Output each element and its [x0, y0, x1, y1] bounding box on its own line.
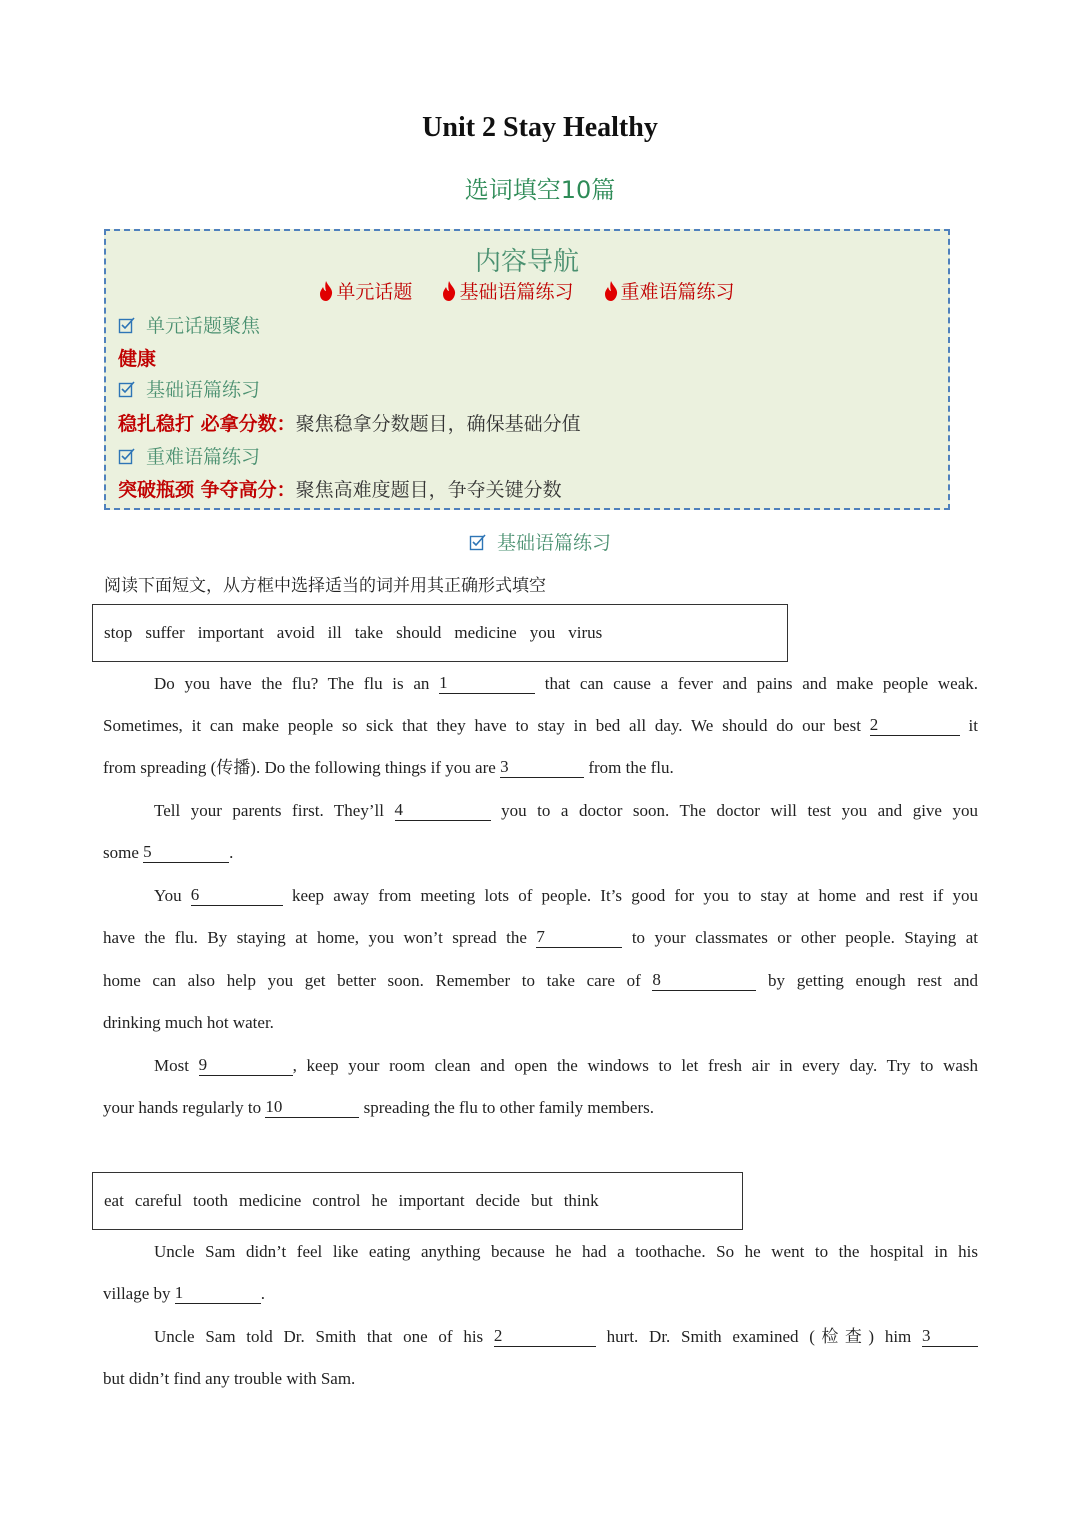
passage-line: some 5 .	[103, 842, 234, 862]
passage-paragraph: You 6 keep away from meeting lots of people. It’s good for you to stay at home and rest if you	[154, 885, 979, 905]
nav-section-desc: 健康	[118, 348, 157, 370]
word-bank-word: important	[197, 623, 264, 642]
word-bank-word: control	[312, 1191, 361, 1210]
flame-icon	[442, 281, 456, 301]
word-bank-word: should	[396, 623, 442, 642]
nav-section-heading: 基础语篇练习	[118, 375, 260, 402]
word-bank-word: important	[398, 1191, 465, 1210]
document-subtitle: 选词填空10篇	[464, 176, 616, 204]
nav-tab-basic-practice[interactable]: 基础语篇练习	[442, 277, 573, 304]
answer-blank[interactable]: 2	[870, 715, 960, 736]
word-bank-word: take	[354, 623, 384, 642]
word-bank-word: stop	[104, 623, 133, 642]
instruction-text: 阅读下面短文，从方框中选择适当的词并用其正确形式填空	[104, 576, 546, 596]
checklist-icon	[118, 447, 136, 465]
checklist-icon	[469, 533, 487, 551]
answer-blank[interactable]: 3	[500, 757, 584, 778]
nav-section-heading: 单元话题聚焦	[118, 311, 260, 338]
passage-paragraph: Tell your parents first. They’ll 4 you to a doctor soon. The doctor will test you and give you	[154, 800, 979, 820]
passage-line: your hands regularly to 10 spreading the flu to other family members.	[103, 1097, 654, 1117]
word-bank-word: you	[529, 623, 556, 642]
word-bank-word: tooth	[193, 1191, 228, 1210]
word-bank-word: decide	[475, 1191, 520, 1210]
word-bank-word: suffer	[145, 623, 185, 642]
word-bank-word: ill	[327, 623, 342, 642]
word-bank-word: medicine	[238, 1191, 302, 1210]
answer-blank[interactable]: 1	[175, 1283, 261, 1304]
nav-section-desc: 稳扎稳打 必拿分数：聚焦稳拿分数题目，确保基础分值	[118, 413, 581, 435]
answer-blank[interactable]: 3	[922, 1326, 978, 1347]
checklist-icon	[118, 316, 136, 334]
word-bank-word: medicine	[454, 623, 517, 642]
passage-paragraph: Uncle Sam didn’t feel like eating anything because he had a toothache. So he went to the hospital in his	[154, 1242, 978, 1261]
nav-title: 内容导航	[474, 247, 579, 277]
passage-line: but didn’t find any trouble with Sam.	[103, 1369, 356, 1388]
answer-blank[interactable]: 5	[143, 842, 229, 863]
flame-icon	[319, 281, 333, 301]
checklist-icon	[118, 380, 136, 398]
passage-line: from spreading (传播). Do the following things if you are 3 from the flu.	[103, 757, 674, 777]
answer-blank[interactable]: 6	[191, 885, 283, 906]
nav-section-heading: 重难语篇练习	[118, 442, 260, 469]
passage-line: home can also help you get better soon. Remember to take care of 8 by getting enough rest and	[103, 970, 978, 990]
word-bank-word: he	[371, 1191, 388, 1210]
answer-blank[interactable]: 10	[265, 1097, 359, 1118]
word-bank-word: virus	[568, 623, 603, 642]
passage-line: village by 1 .	[103, 1283, 266, 1303]
answer-blank[interactable]: 9	[199, 1055, 293, 1076]
content-navigation-box	[104, 229, 950, 510]
passage-line: drinking much hot water.	[103, 1013, 274, 1032]
passage-paragraph: Most 9 , keep your room clean and open the windows to let fresh air in every day. Try to wash	[154, 1055, 979, 1075]
nav-tab-unit-topic[interactable]: 单元话题	[319, 277, 412, 304]
word-bank-word: avoid	[276, 623, 315, 642]
answer-blank[interactable]: 1	[439, 673, 535, 694]
answer-blank[interactable]: 2	[494, 1326, 596, 1347]
word-bank-box	[92, 604, 788, 662]
answer-blank[interactable]: 4	[395, 800, 491, 821]
nav-section-desc: 突破瓶颈 争夺高分：聚焦高难度题目，争夺关键分数	[118, 479, 562, 501]
answer-blank[interactable]: 7	[536, 927, 622, 948]
word-bank-word: careful	[134, 1191, 183, 1210]
word-bank-box	[92, 1172, 743, 1230]
word-bank-word: but	[530, 1191, 553, 1210]
answer-blank[interactable]: 8	[652, 970, 756, 991]
passage-paragraph: Uncle Sam told Dr. Smith that one of his 2 hurt. Dr. Smith examined (检查) him 3	[103, 1316, 978, 1359]
document-title: Unit 2 Stay Healthy	[422, 112, 658, 143]
passage-paragraph: Do you have the flu? The flu is an 1 that can cause a fever and pains and make people weak.	[154, 673, 979, 693]
word-bank-word: think	[563, 1191, 599, 1210]
flame-icon	[604, 281, 618, 301]
section-title: 基础语篇练习	[0, 528, 1080, 555]
passage-line: Sometimes, it can make people so sick that they have to stay in bed all day. We should do our best 2 it	[103, 715, 978, 735]
passage-line: have the flu. By staying at home, you won’t spread the 7 to your classmates or other people. Staying at	[103, 927, 979, 947]
nav-tabs	[106, 277, 948, 304]
word-bank-word: eat	[104, 1191, 124, 1210]
nav-tab-advanced-practice[interactable]: 重难语篇练习	[604, 277, 735, 304]
